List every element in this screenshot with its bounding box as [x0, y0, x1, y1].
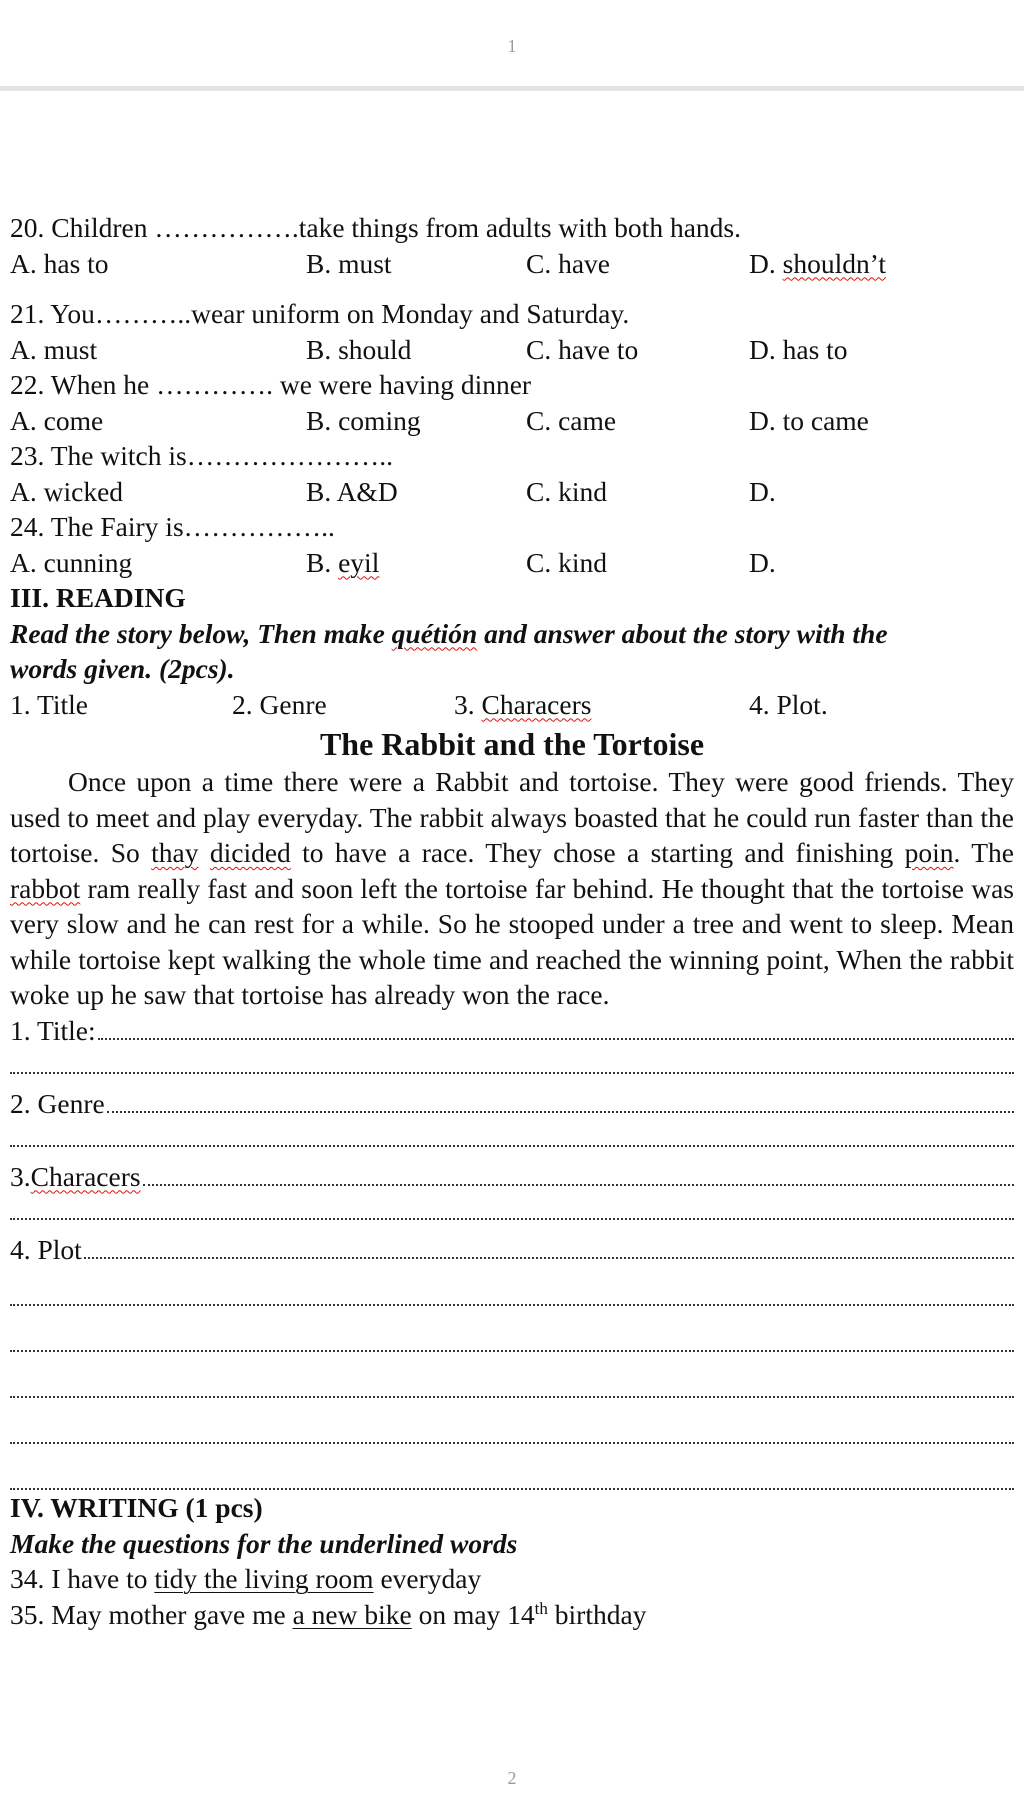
answer-blank: [10, 1194, 1014, 1220]
option-a: A. wicked: [10, 475, 124, 507]
item-characters: [454, 687, 591, 723]
answer-blank: [84, 1233, 1014, 1259]
q34-text: everyday: [373, 1563, 482, 1594]
answer-genre: [10, 1086, 1014, 1122]
story-text: [198, 837, 209, 868]
question-stem: [10, 509, 1014, 545]
question-23-stem: 23. The witch is…………………..: [10, 440, 393, 471]
spellcheck-word: rabbot: [10, 872, 81, 904]
answer-blank: [10, 1372, 1014, 1398]
reading-instruction: [10, 616, 1014, 652]
option-b: B. must: [306, 247, 392, 279]
answer-plot: [10, 1232, 1014, 1268]
reading-items: [10, 687, 1014, 723]
question-24-stem: 24. The Fairy is……………..: [10, 511, 335, 542]
spellcheck-word: poin: [904, 837, 954, 868]
spellcheck-word: thay: [151, 837, 199, 868]
answer-label: 1. Title:: [10, 1014, 96, 1046]
answer-blank: [143, 1160, 1014, 1186]
question-options: [10, 332, 1014, 368]
option-a: A. cunning: [10, 546, 133, 578]
option-d: [749, 246, 886, 282]
option-d-prefix: D.: [749, 247, 783, 279]
q35-text: birthday: [547, 1598, 647, 1630]
question-21-stem: 21. You………..wear uniform on Monday and Saturday.: [10, 298, 630, 329]
ordinal-suffix: th: [534, 1598, 548, 1618]
option-d: D. has to: [749, 333, 848, 365]
spellcheck-word: Characers: [30, 1160, 141, 1192]
option-d: D.: [749, 546, 776, 578]
spellcheck-word: eyil: [338, 546, 380, 578]
instruction-part: and answer about the story with the: [477, 617, 888, 649]
question-stem: [10, 438, 1014, 474]
answer-blank: [107, 1087, 1014, 1113]
answer-blank: [10, 1326, 1014, 1352]
answer-blank: [10, 1418, 1014, 1444]
question-options: [10, 545, 1014, 581]
answer-label: 4. Plot: [10, 1233, 82, 1265]
question-options: [10, 474, 1014, 510]
story-text: to have a race. They chose a starting and finishing: [290, 837, 905, 868]
q35-text: 35. May mother gave me: [10, 1598, 293, 1630]
story-title: The Rabbit and the Tortoise: [319, 726, 705, 762]
answer-blank: [10, 1464, 1014, 1490]
question-stem: [10, 367, 1014, 403]
spellcheck-word: Characers: [481, 688, 592, 720]
page-number-top: 1: [507, 36, 517, 56]
answer-label: 2. Genre: [10, 1087, 105, 1119]
q35-text: on may 14: [411, 1598, 535, 1630]
document-body: [10, 210, 1014, 1632]
option-c: C. kind: [526, 475, 607, 507]
option-c: C. kind: [526, 546, 607, 578]
story-text: Once upon a time there were a Rabbit and tortoise. They were good friends. They used to meet and play everyday. The rabbit always boasted that he could run faster than the tortoise. So: [10, 766, 1014, 868]
option-c: C. have: [526, 247, 611, 279]
story-text: . The: [953, 837, 1015, 868]
question-34: [10, 1561, 1014, 1597]
option-a: A. must: [10, 333, 98, 365]
option-c: C. came: [526, 404, 617, 436]
item-genre: 2. Genre: [232, 688, 327, 720]
underlined-phrase: tidy the living room: [154, 1563, 374, 1594]
writing-instruction: Make the questions for the underlined words: [10, 1527, 518, 1559]
q34-text: 34. I have to: [10, 1563, 155, 1594]
question-stem: [10, 210, 1014, 246]
answer-label: 3.: [10, 1160, 31, 1192]
answer-blank: [98, 1014, 1014, 1040]
option-b: B. A&D: [306, 475, 398, 507]
option-b: [306, 545, 379, 581]
story-paragraph: [10, 764, 1014, 1013]
answer-characters: [10, 1159, 1014, 1195]
question-35: [10, 1597, 1014, 1633]
option-d: D.: [749, 475, 776, 507]
spellcheck-word: shouldn’t: [782, 247, 887, 279]
page-separator: [0, 86, 1024, 91]
item-plot: 4. Plot.: [749, 688, 828, 720]
question-stem: [10, 296, 1014, 332]
answer-title: [10, 1013, 1014, 1049]
writing-heading: IV. WRITING (1 pcs): [10, 1492, 263, 1523]
underlined-phrase: a new bike: [292, 1598, 412, 1630]
option-d: D. to came: [749, 404, 869, 436]
spellcheck-word: dicided: [209, 837, 291, 868]
story-text: ram really fast and soon left the tortoise far behind. He thought that the tortoise was very slow and he can rest for a while. So he stooped under a tree and went to sleep. Mean while tortoise kept walking the whole time and reached the winning point, When the rabbit woke up he saw that tortoise has already won the race.: [10, 872, 1014, 1010]
option-a: A. has to: [10, 247, 109, 279]
option-c: C. have to: [526, 333, 639, 365]
item-title: 1. Title: [10, 688, 88, 720]
question-options: [10, 403, 1014, 439]
option-a: A. come: [10, 404, 104, 436]
instruction-part: Read the story below, Then make: [10, 617, 392, 649]
answer-blank: [10, 1121, 1014, 1147]
question-options: [10, 246, 1014, 282]
answer-blank: [10, 1048, 1014, 1074]
question-20-stem: 20. Children …………….take things from adults with both hands.: [10, 212, 741, 243]
answer-blank: [10, 1280, 1014, 1306]
option-b-prefix: B.: [306, 546, 339, 578]
page-number-bottom: 2: [507, 1768, 517, 1788]
option-b: B. should: [306, 333, 412, 365]
reading-heading: III. READING: [10, 582, 186, 613]
question-22-stem: 22. When he …………. we were having dinner: [10, 369, 532, 400]
reading-instruction-line2: words given. (2pcs).: [10, 653, 235, 684]
option-b: B. coming: [306, 404, 421, 436]
spellcheck-word: quétión: [391, 617, 478, 649]
item-prefix: 3.: [454, 688, 482, 720]
